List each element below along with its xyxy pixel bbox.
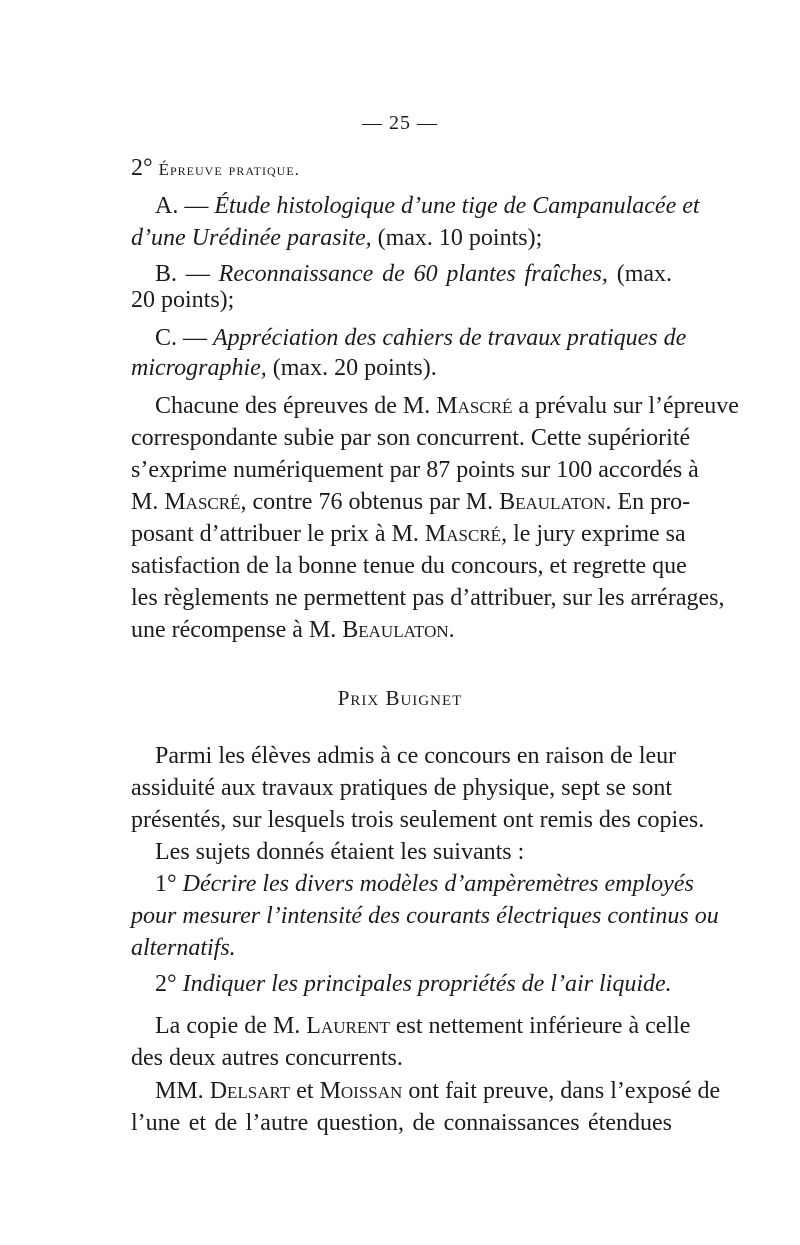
page-number: — 25 —: [362, 112, 438, 134]
subject-1-line-1: 1° Décrire les divers modèles d’ampèremètres employés: [155, 871, 694, 897]
buignet-p4-line-1: MM. Delsart et Moissan ont fait preuve, dans l’exposé de: [155, 1078, 721, 1104]
subject-2: 2° Indiquer les principales propriétés de l’air liquide.: [155, 971, 672, 997]
result-line-1: Chacune des épreuves de M. Mascré a prévalu sur l’épreuve: [155, 393, 739, 419]
item-a-line-2: d’une Urédinée parasite, (max. 10 points);: [131, 225, 543, 251]
buignet-p2: Les sujets donnés étaient les suivants :: [155, 839, 525, 865]
buignet-p1-line-1: Parmi les élèves admis à ce concours en raison de leur: [155, 743, 677, 769]
buignet-p1-line-2: assiduité aux travaux pratiques de physique, sept se sont: [131, 775, 672, 801]
result-line-6: satisfaction de la bonne tenue du concours, et regrette que: [131, 553, 687, 579]
result-line-2: correspondante subie par son concurrent. Cette supériorité: [131, 425, 691, 451]
item-b-line-1: B. — Reconnaissance de 60 plantes fraîches, (max.: [155, 261, 673, 287]
result-line-8: une récompense à M. Beaulaton.: [131, 617, 455, 643]
item-c-line-2: micrographie, (max. 20 points).: [131, 355, 437, 381]
subject-1-line-2: pour mesurer l’intensité des courants électriques continus ou: [131, 903, 719, 929]
buignet-p3-line-2: des deux autres concurrents.: [131, 1045, 403, 1071]
item-b-line-2: 20 points);: [131, 287, 235, 313]
section-heading: 2° Épreuve pratique.: [131, 155, 300, 181]
result-line-3: s’exprime numériquement par 87 points sur 100 accordés à: [131, 457, 699, 483]
section-title-prix-buignet: Prix Buignet: [337, 686, 463, 710]
result-line-5: posant d’attribuer le prix à M. Mascré, le jury exprime sa: [131, 521, 686, 547]
result-line-4: M. Mascré, contre 76 obtenus par M. Beaulaton. En pro-: [131, 489, 691, 515]
subject-1-line-3: alternatifs.: [131, 935, 236, 961]
buignet-p1-line-3: présentés, sur lesquels trois seulement ont remis des copies.: [131, 807, 705, 833]
buignet-p3-line-1: La copie de M. Laurent est nettement inférieure à celle: [155, 1013, 691, 1039]
item-c-line-1: C. — Appréciation des cahiers de travaux pratiques de: [155, 325, 687, 351]
result-line-7: les règlements ne permettent pas d’attribuer, sur les arrérages,: [131, 585, 725, 611]
item-a-line-1: A. — Étude histologique d’une tige de Campanulacée et: [155, 193, 700, 219]
buignet-p4-line-2: l’une et de l’autre question, de connaissances étendues: [131, 1110, 672, 1136]
